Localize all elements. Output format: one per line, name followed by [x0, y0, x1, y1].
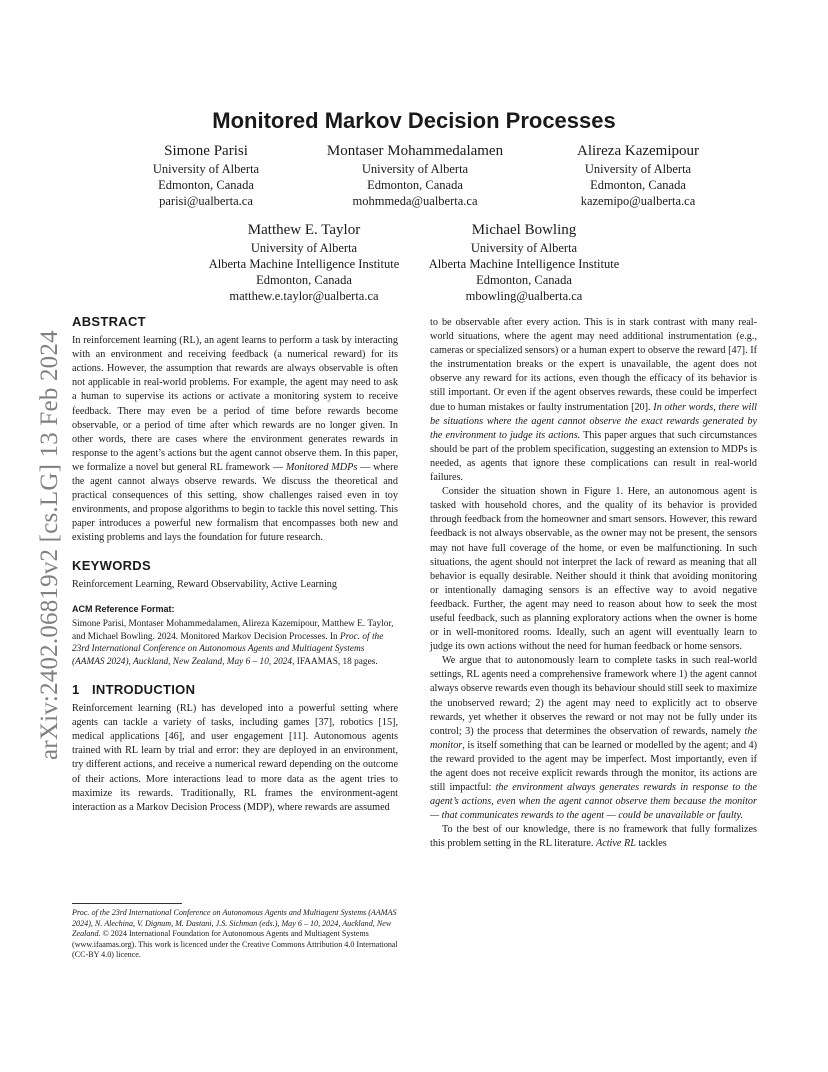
author-email[interactable]: mohmmeda@ualberta.ca [352, 194, 478, 208]
arxiv-id: arXiv:2402.06819v2 [cs.LG] 13 Feb 2024 [36, 330, 63, 760]
abstract-heading: ABSTRACT [72, 314, 146, 329]
author-location: Edmonton, Canada [158, 178, 254, 192]
arxiv-stamp [14, 280, 63, 760]
footnote: Proc. of the 23rd International Conference on Autonomous Agents and Multiagent Systems (AAMAS 2024), N. Alechina, V. Dignum, M. Dastani, J.S. Sichman (eds.), May 6 – 10, 2024, Auckland, New Zealand. © 2024 International Foundation for Autonomous Agents and Multiagent Systems (www.ifaamas.org). This work is licenced under the Creative Commons Attribution 4.0 International (CC-BY 4.0) licence. [72, 908, 398, 960]
author-affiliation: University of Alberta [584, 162, 692, 176]
author-name: Matthew E. Taylor [247, 222, 361, 238]
paragraph: To the best of our knowledge, there is no framework that fully formalizes this problem setting in the RL literature. Active RL tackles [430, 824, 757, 850]
author-affiliation: University of Alberta [250, 241, 358, 255]
author-email[interactable]: mbowling@ualberta.ca [465, 289, 583, 303]
author-affiliation: University of Alberta [361, 162, 469, 176]
left-column [72, 315, 398, 815]
author-block [196, 221, 412, 304]
author-email[interactable]: parisi@ualberta.ca [159, 194, 253, 208]
intro-heading: 1 INTRODUCTION [72, 681, 196, 697]
author-block [310, 142, 520, 209]
footnote-rule [72, 903, 182, 904]
author-affiliation: University of Alberta [470, 241, 578, 255]
author-email[interactable]: kazemipo@ualberta.ca [580, 194, 696, 208]
author-affiliation-2: Alberta Machine Intelligence Institute [208, 257, 400, 271]
paragraph: Consider the situation shown in Figure 1. Here, an autonomous agent is tasked with household chores, and the quality of its behavior is provided through feedback from the homeowner and smart sensors. However, this reward feedback is not always observable, as the owner may not be present, the sensors may not have full coverage of the home, or even be malfunctioning. In such situations, the agent should not interpret the lack of reward as meaning that all behavior is equally desirable. Neither should it think that avoiding monitoring or intentionally damaging sensors is an effective way to avoid negative feedback. Further, the agent may need to reason about how to seek the most useful feedback, such as planning exploratory actions when the owner is home or in well-monitored rooms. Ideally, such an agent will eventually learn to judge its own actions without the need for human feedback or home sensors. [430, 486, 757, 653]
abstract-text: In reinforcement learning (RL), an agent learns to perform a task by interacting with an environment and receiving feedback (a numerical reward) for its actions. However, the assumption that rewards are always observable is often not applicable in real-world problems. For example, the agent may need to ask a human to supervise its actions or activate a monitoring system to receive feedback. There may even be a period of time before rewards become observable, or a period of time after which rewards are no longer given. In other words, there are cases where the environment generates rewards in response to the agent’s actions but the agent cannot observe them. In this paper, we formalize a novel but general RL framework — Monitored MDPs — where the agent cannot always observe rewards. We discuss the theoretical and practical consequences of this setting, show challenges raised even in toy environments, and propose algorithms to begin to tackle this novel setting. This paper introduces a powerful new formalism that encompasses both new and existing problems and lays the foundation for future research. [72, 335, 398, 544]
author-affiliation: University of Alberta [152, 162, 260, 176]
author-location: Edmonton, Canada [590, 178, 686, 192]
author-location: Edmonton, Canada [367, 178, 463, 192]
author-email[interactable]: matthew.e.taylor@ualberta.ca [229, 289, 379, 303]
author-location: Edmonton, Canada [256, 273, 352, 287]
author-name: Simone Parisi [164, 143, 248, 159]
keywords-heading: KEYWORDS [72, 557, 151, 573]
keywords-text: Reinforcement Learning, Reward Observability, Active Learning [72, 578, 337, 590]
author-location: Edmonton, Canada [476, 273, 572, 287]
paper-title: Monitored Markov Decision Processes [212, 108, 616, 133]
author-name: Montaser Mohammedalamen [326, 143, 504, 159]
author-block [120, 142, 292, 209]
acm-reference-label: ACM Reference Format: [72, 603, 175, 614]
acm-reference-text: Simone Parisi, Montaser Mohammedalamen, Alireza Kazemipour, Matthew E. Taylor, and Michael Bowling. 2024. Monitored Markov Decision Processes. In Proc. of the 23rd International Conference on Autonomous Agents and Multiagent Systems (AAMAS 2024), Auckland, New Zealand, May 6 – 10, 2024, IFAAMAS, 18 pages. [72, 618, 394, 668]
author-block [416, 221, 632, 304]
paragraph: to be observable after every action. This is in stark contrast with many real-world situations, where the agent may need additional instrumentation (e.g., cameras or specialized sensors) or a human expert to observe the reward [47]. If the instrumentation breaks or the expert is unavailable, the agent does not observe any reward for its actions, even though the efficacy of its behavior is still important. Or even if the agent observes rewards, these could be imperfect due to human mistakes or faulty instrumentation [20]. In other words, there will be situations where the agent cannot observe the exact rewards generated by the environment to judge its actions. This paper argues that such circumstances should be part of the problem specification, suggesting an extension to MDPs is needed, as agents that ignore these complications can result in real-world failures. [430, 317, 758, 484]
author-block [552, 142, 724, 209]
right-column [430, 316, 757, 852]
intro-text: Reinforcement learning (RL) has developed into a powerful setting where agents can tackle a variety of tasks, including games [37], robotics [15], medical applications [46], and user engagement [11]. Autonomous agents trained with RL learn by trial and error: they are deployed in an environment, try different actions, and receive a numerical reward depending on the outcome of their actions. More interactions lead to more data as the agent tries to maximize its rewards. Traditionally, RL frames the environment-agent interaction as a Markov Decision Process (MDP), where rewards are assumed [72, 703, 398, 813]
author-name: Michael Bowling [471, 222, 577, 238]
author-name: Alireza Kazemipour [576, 143, 700, 159]
paragraph: We argue that to autonomously learn to complete tasks in such real-world settings, RL agents need a comprehensive framework where 1) the agent cannot always observe rewards even though its behaviour should still seek to maximize the unobserved reward; 2) the agent may need to explicitly act to observe rewards, yet whether it observes the reward or not may not be fully under its control; 3) the process that determines the observation of rewards, namely the monitor, is itself something that can be learned or modelled by the agent; and 4) the reward provided to the agent may be imperfect. Most importantly, even if the agent does not receive explicit rewards through the monitor, its actions are still impactful: the environment always generates rewards in response to the agent’s actions, even when the agent cannot observe them because the monitor — that communicates rewards to the agent — could be unavailable or faulty. [430, 655, 758, 822]
author-affiliation-2: Alberta Machine Intelligence Institute [428, 257, 620, 271]
